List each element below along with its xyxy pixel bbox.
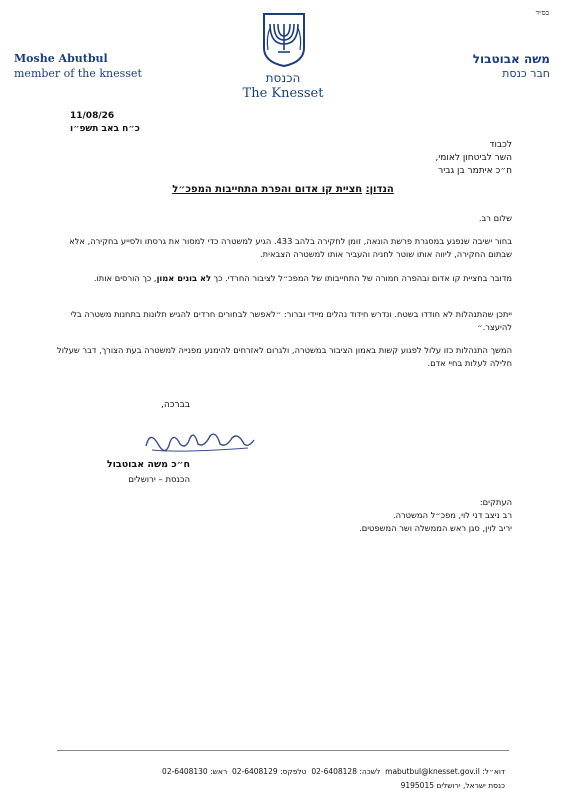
body-p2-text: מדובר בחציית קו אדום ובהפרה חמורה של התחייבותו של המפכ״ל לציבור החרדי. כך — [211, 273, 512, 283]
recipient-label: לכבוד — [489, 140, 512, 150]
body-paragraph-1: בחור ישיבה שנפגע במסגרת פרשת הונאה, זומן לחקירה בלהב 433. הגיע למשטרה כדי למסור את גרסתו ולסייע בחקירה, אלא שבתום החקירה, ליווה אותו שוטר לחניה והעביר אותו למשטרה הצבאית. — [69, 236, 512, 259]
footer-email-label: דוא״ל: — [482, 767, 505, 776]
greeting: שלום רב. — [478, 213, 512, 223]
closing-regards: בברכה, — [161, 400, 190, 410]
knesset-emblem-icon — [260, 10, 308, 68]
copies-label: העתקים: — [479, 497, 512, 507]
mk-name-english: Moshe Abutbul — [14, 52, 108, 65]
footer-email[interactable]: mabutbul@knesset.gov.il — [385, 767, 480, 776]
footer-rosh-label: ראש: — [210, 767, 228, 776]
knesset-name-hebrew: הכנסת — [265, 71, 301, 85]
footer-rosh: 02-6408130 — [162, 767, 208, 776]
footer-fax-label: טלפקס: — [280, 767, 307, 776]
body-paragraph-2 — [46, 272, 512, 285]
recipient-line: ח״כ איתמר בן גביר — [438, 166, 512, 176]
mk-name-hebrew: משה אבוטבול — [472, 52, 550, 66]
subject-text: חציית קו אדום והפרת התחייבות המפכ״ל — [172, 184, 363, 195]
signer-name: ח״כ משה אבוטבול — [106, 459, 190, 470]
footer-office: 02-6408128 — [311, 767, 357, 776]
handwritten-signature — [140, 426, 260, 456]
date-hebrew: כ״ח באב תשפ״ו — [70, 124, 140, 134]
letter-subject — [0, 184, 566, 195]
bsd-mark: בס״ד — [535, 9, 549, 17]
footer-office-label: לשכה: — [359, 767, 381, 776]
signer-place: הכנסת – ירושלים — [128, 475, 190, 485]
body-p2-text: , כך הורסים אותו. — [93, 273, 157, 283]
footer-divider — [57, 750, 509, 751]
footer-fax: 02-6408129 — [231, 767, 278, 776]
body-p2-emphasis: לא בונים אמון — [156, 273, 212, 283]
subject-prefix: הנדון: — [365, 184, 394, 195]
body-paragraph-4: המשך התנהלות כזו עלול לפגוע קשות באמון הציבור במשטרה, ולגרום לאזרחים להימנע מפנייה למשטרה בעת הצורך, דבר שעלול חלילה לעלות בחיי אדם. — [57, 345, 512, 368]
footer-contact — [100, 767, 505, 776]
footer-address: כנסת ישראל, ירושלים 9195015 — [400, 781, 505, 790]
recipient-line: השר לביטחון לאומי, — [435, 153, 512, 163]
copies-line: יריב לוין, סגן ראש הממשלה ושר המשפטים. — [359, 523, 512, 533]
copies-line: רב ניצב דני לוי, מפכ״ל המשטרה. — [392, 510, 512, 520]
body-paragraph-3: ייתכן שהתנהלות לא חודדו בשטח. ונדרש חידוד נהלים מיידי וברור: ״לאפשר לבחורים חרדים להגיש תלונות בתחנות משטרה בלי להיעצר.״ — [70, 309, 512, 332]
knesset-name-english: The Knesset — [242, 86, 324, 101]
date-gregorian: 11/08/26 — [70, 111, 115, 121]
mk-title-english: member of the knesset — [14, 67, 142, 80]
mk-title-hebrew: חבר כנסת — [502, 67, 550, 80]
